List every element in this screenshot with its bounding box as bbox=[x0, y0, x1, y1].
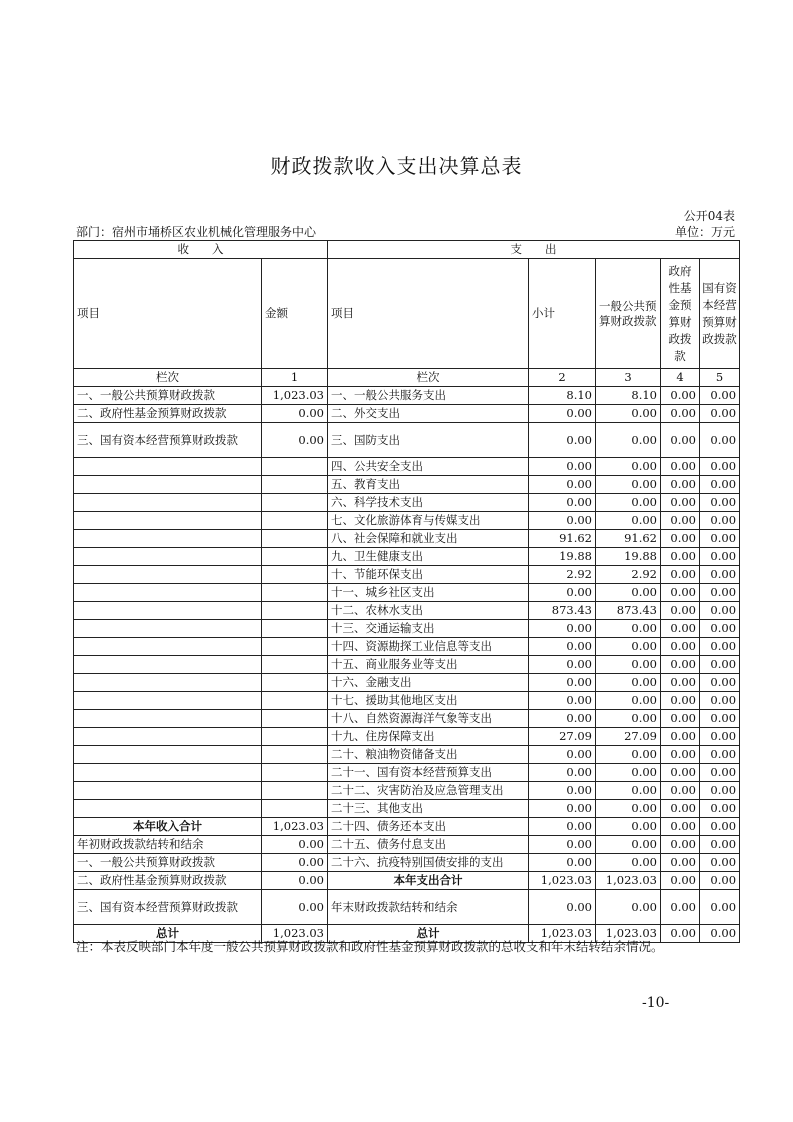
general-budget-cell: 0.00 bbox=[596, 458, 661, 476]
income-amount-cell bbox=[262, 656, 328, 674]
table-row bbox=[74, 710, 740, 728]
general-budget-cell: 0.00 bbox=[596, 638, 661, 656]
gov-fund-cell: 0.00 bbox=[661, 836, 700, 854]
gov-fund-cell: 0.00 bbox=[661, 925, 700, 943]
state-capital-cell: 0.00 bbox=[700, 836, 740, 854]
state-capital-cell: 0.00 bbox=[700, 494, 740, 512]
gov-fund-cell: 0.00 bbox=[661, 818, 700, 836]
general-budget-cell: 0.00 bbox=[596, 782, 661, 800]
income-header: 收 入 bbox=[74, 241, 328, 259]
table-row bbox=[74, 674, 740, 692]
income-amount-cell: 1,023.03 bbox=[262, 818, 328, 836]
col-5: 5 bbox=[700, 369, 740, 387]
expense-item-cell: 十七、援助其他地区支出 bbox=[328, 692, 529, 710]
table-row bbox=[74, 602, 740, 620]
expense-header: 支 出 bbox=[328, 241, 740, 259]
income-amount-cell bbox=[262, 728, 328, 746]
income-amount-cell bbox=[262, 548, 328, 566]
income-item-cell bbox=[74, 458, 262, 476]
subtotal-cell: 0.00 bbox=[529, 764, 596, 782]
gov-fund-cell: 0.00 bbox=[661, 494, 700, 512]
income-amount-cell: 1,023.03 bbox=[262, 925, 328, 943]
table-row bbox=[74, 836, 740, 854]
income-amount-cell bbox=[262, 584, 328, 602]
expense-item-cell: 十八、自然资源海洋气象等支出 bbox=[328, 710, 529, 728]
subtotal-cell: 0.00 bbox=[529, 584, 596, 602]
table-row bbox=[74, 548, 740, 566]
subtotal-cell: 1,023.03 bbox=[529, 925, 596, 943]
state-capital-cell: 0.00 bbox=[700, 566, 740, 584]
income-item-cell bbox=[74, 584, 262, 602]
state-capital-cell: 0.00 bbox=[700, 602, 740, 620]
gov-fund-cell: 0.00 bbox=[661, 800, 700, 818]
expense-item-cell: 十六、金融支出 bbox=[328, 674, 529, 692]
income-item-cell bbox=[74, 710, 262, 728]
unit-label: 单位：万元 bbox=[674, 225, 735, 239]
subtotal-cell: 0.00 bbox=[529, 854, 596, 872]
expense-item-cell: 十四、资源勘探工业信息等支出 bbox=[328, 638, 529, 656]
subtotal-cell: 27.09 bbox=[529, 728, 596, 746]
state-capital-cell: 0.00 bbox=[700, 458, 740, 476]
gov-fund-cell: 0.00 bbox=[661, 548, 700, 566]
expense-item-cell: 十三、交通运输支出 bbox=[328, 620, 529, 638]
expense-item-cell: 九、卫生健康支出 bbox=[328, 548, 529, 566]
income-item-cell bbox=[74, 728, 262, 746]
col-2: 2 bbox=[529, 369, 596, 387]
table-row bbox=[74, 782, 740, 800]
col-1: 1 bbox=[262, 369, 328, 387]
col-3: 3 bbox=[596, 369, 661, 387]
income-item-cell bbox=[74, 530, 262, 548]
subtotal-cell: 0.00 bbox=[529, 512, 596, 530]
income-item-cell bbox=[74, 494, 262, 512]
state-capital-cell: 0.00 bbox=[700, 710, 740, 728]
state-capital-cell: 0.00 bbox=[700, 674, 740, 692]
state-capital-cell: 0.00 bbox=[700, 656, 740, 674]
col-4: 4 bbox=[661, 369, 700, 387]
income-amount-cell bbox=[262, 782, 328, 800]
table-row bbox=[74, 458, 740, 476]
subtotal-cell: 0.00 bbox=[529, 782, 596, 800]
income-item-cell: 二、政府性基金预算财政拨款 bbox=[74, 872, 262, 890]
general-budget-cell: 0.00 bbox=[596, 692, 661, 710]
table-row bbox=[74, 692, 740, 710]
general-budget-cell: 0.00 bbox=[596, 836, 661, 854]
general-budget-cell: 0.00 bbox=[596, 710, 661, 728]
table-row bbox=[74, 890, 740, 925]
general-budget-cell: 873.43 bbox=[596, 602, 661, 620]
general-budget-cell: 2.92 bbox=[596, 566, 661, 584]
gov-fund-header: 政府性基金预算财政拨款 bbox=[661, 259, 700, 369]
state-capital-cell: 0.00 bbox=[700, 476, 740, 494]
table-row bbox=[74, 476, 740, 494]
income-amount-cell: 0.00 bbox=[262, 890, 328, 925]
state-capital-cell: 0.00 bbox=[700, 925, 740, 943]
gov-fund-cell: 0.00 bbox=[661, 387, 700, 405]
expense-item-cell: 二十四、债务还本支出 bbox=[328, 818, 529, 836]
income-amount-cell bbox=[262, 638, 328, 656]
income-amount-cell: 0.00 bbox=[262, 405, 328, 423]
income-item-cell: 本年收入合计 bbox=[74, 818, 262, 836]
expense-item-cell: 十、节能环保支出 bbox=[328, 566, 529, 584]
income-item-cell bbox=[74, 674, 262, 692]
table-row bbox=[74, 512, 740, 530]
table-row bbox=[74, 423, 740, 458]
gov-fund-cell: 0.00 bbox=[661, 638, 700, 656]
income-item-cell bbox=[74, 656, 262, 674]
subtotal-cell: 0.00 bbox=[529, 746, 596, 764]
general-budget-cell: 27.09 bbox=[596, 728, 661, 746]
state-capital-cell: 0.00 bbox=[700, 728, 740, 746]
income-amount-cell bbox=[262, 602, 328, 620]
gov-fund-cell: 0.00 bbox=[661, 423, 700, 458]
table-row bbox=[74, 494, 740, 512]
expense-item-cell: 二十、粮油物资储备支出 bbox=[328, 746, 529, 764]
subtotal-cell: 873.43 bbox=[529, 602, 596, 620]
expense-item-cell: 八、社会保障和就业支出 bbox=[328, 530, 529, 548]
income-item-cell: 三、国有资本经营预算财政拨款 bbox=[74, 890, 262, 925]
expense-item-cell: 二十一、国有资本经营预算支出 bbox=[328, 764, 529, 782]
gov-fund-cell: 0.00 bbox=[661, 512, 700, 530]
gov-fund-cell: 0.00 bbox=[661, 692, 700, 710]
general-budget-cell: 0.00 bbox=[596, 620, 661, 638]
expense-item-cell: 五、教育支出 bbox=[328, 476, 529, 494]
general-budget-cell: 0.00 bbox=[596, 746, 661, 764]
subtotal-cell: 1,023.03 bbox=[529, 872, 596, 890]
table-row bbox=[74, 656, 740, 674]
expense-item-cell: 七、文化旅游体育与传媒支出 bbox=[328, 512, 529, 530]
state-capital-cell: 0.00 bbox=[700, 692, 740, 710]
subtotal-cell: 0.00 bbox=[529, 405, 596, 423]
income-amount-cell: 1,023.03 bbox=[262, 387, 328, 405]
income-item-cell bbox=[74, 638, 262, 656]
expense-item-cell: 二十二、灾害防治及应急管理支出 bbox=[328, 782, 529, 800]
state-capital-cell: 0.00 bbox=[700, 800, 740, 818]
state-capital-cell: 0.00 bbox=[700, 872, 740, 890]
subtotal-cell: 0.00 bbox=[529, 458, 596, 476]
col-label: 栏次 bbox=[74, 369, 262, 387]
state-capital-cell: 0.00 bbox=[700, 423, 740, 458]
general-budget-cell: 8.10 bbox=[596, 387, 661, 405]
general-budget-cell: 0.00 bbox=[596, 800, 661, 818]
subtotal-cell: 0.00 bbox=[529, 620, 596, 638]
gov-fund-cell: 0.00 bbox=[661, 782, 700, 800]
gov-fund-cell: 0.00 bbox=[661, 530, 700, 548]
income-amount-cell: 0.00 bbox=[262, 854, 328, 872]
state-capital-cell: 0.00 bbox=[700, 387, 740, 405]
table-row bbox=[74, 387, 740, 405]
state-capital-cell: 0.00 bbox=[700, 405, 740, 423]
gov-fund-cell: 0.00 bbox=[661, 890, 700, 925]
income-amount-cell bbox=[262, 674, 328, 692]
table-row bbox=[74, 746, 740, 764]
income-item-cell bbox=[74, 800, 262, 818]
income-amount-cell bbox=[262, 494, 328, 512]
table-row bbox=[74, 818, 740, 836]
general-budget-cell: 0.00 bbox=[596, 764, 661, 782]
subtotal-cell: 0.00 bbox=[529, 656, 596, 674]
general-budget-cell: 0.00 bbox=[596, 584, 661, 602]
footnote: 注：本表反映部门本年度一般公共预算财政拨款和政府性基金预算财政拨款的总收支和年末结转结余情况。 bbox=[76, 939, 664, 954]
subtotal-cell: 0.00 bbox=[529, 836, 596, 854]
subtotal-cell: 2.92 bbox=[529, 566, 596, 584]
expense-item-cell: 六、科学技术支出 bbox=[328, 494, 529, 512]
gov-fund-cell: 0.00 bbox=[661, 656, 700, 674]
income-item-cell bbox=[74, 602, 262, 620]
table-row bbox=[74, 530, 740, 548]
income-item-cell bbox=[74, 566, 262, 584]
income-amount-cell bbox=[262, 692, 328, 710]
table-row bbox=[74, 638, 740, 656]
income-item-cell: 二、政府性基金预算财政拨款 bbox=[74, 405, 262, 423]
gov-fund-cell: 0.00 bbox=[661, 746, 700, 764]
state-capital-cell: 0.00 bbox=[700, 782, 740, 800]
income-item-header: 项目 bbox=[74, 259, 262, 369]
subtotal-cell: 19.88 bbox=[529, 548, 596, 566]
expense-item-cell: 十九、住房保障支出 bbox=[328, 728, 529, 746]
expense-item-cell: 二十五、债务付息支出 bbox=[328, 836, 529, 854]
subtotal-cell: 0.00 bbox=[529, 890, 596, 925]
expense-item-cell: 年末财政拨款结转和结余 bbox=[328, 890, 529, 925]
table-row bbox=[74, 620, 740, 638]
form-number: 公开04表 bbox=[683, 209, 735, 223]
income-amount-cell bbox=[262, 764, 328, 782]
income-amount-cell: 0.00 bbox=[262, 872, 328, 890]
state-capital-cell: 0.00 bbox=[700, 548, 740, 566]
income-item-cell bbox=[74, 692, 262, 710]
expense-item-cell: 二十三、其他支出 bbox=[328, 800, 529, 818]
income-amount-cell bbox=[262, 800, 328, 818]
table-row bbox=[74, 566, 740, 584]
subtotal-cell: 91.62 bbox=[529, 530, 596, 548]
income-item-cell bbox=[74, 764, 262, 782]
gov-fund-cell: 0.00 bbox=[661, 674, 700, 692]
expense-item-cell: 本年支出合计 bbox=[328, 872, 529, 890]
subtotal-cell: 0.00 bbox=[529, 674, 596, 692]
income-item-cell bbox=[74, 782, 262, 800]
department-label: 部门：宿州市埇桥区农业机械化管理服务中心 bbox=[76, 225, 317, 239]
subtotal-cell: 0.00 bbox=[529, 710, 596, 728]
col-label-2: 栏次 bbox=[328, 369, 529, 387]
income-item-cell: 三、国有资本经营预算财政拨款 bbox=[74, 423, 262, 458]
income-amount-cell bbox=[262, 746, 328, 764]
general-budget-cell: 0.00 bbox=[596, 656, 661, 674]
income-amount-cell bbox=[262, 476, 328, 494]
income-item-cell bbox=[74, 746, 262, 764]
general-budget-cell: 19.88 bbox=[596, 548, 661, 566]
subtotal-cell: 0.00 bbox=[529, 423, 596, 458]
state-capital-cell: 0.00 bbox=[700, 512, 740, 530]
gov-fund-cell: 0.00 bbox=[661, 854, 700, 872]
table-row bbox=[74, 800, 740, 818]
state-capital-cell: 0.00 bbox=[700, 818, 740, 836]
state-capital-cell: 0.00 bbox=[700, 854, 740, 872]
subtotal-header: 小计 bbox=[529, 259, 596, 369]
income-item-cell bbox=[74, 548, 262, 566]
income-amount-cell bbox=[262, 530, 328, 548]
income-amount-cell bbox=[262, 566, 328, 584]
expense-item-cell: 十五、商业服务业等支出 bbox=[328, 656, 529, 674]
summary-table bbox=[73, 240, 740, 943]
subtotal-cell: 0.00 bbox=[529, 476, 596, 494]
subtotal-cell: 0.00 bbox=[529, 494, 596, 512]
state-capital-cell: 0.00 bbox=[700, 530, 740, 548]
income-item-cell: 一、一般公共预算财政拨款 bbox=[74, 387, 262, 405]
expense-item-header: 项目 bbox=[328, 259, 529, 369]
page-number: -10- bbox=[642, 995, 670, 1011]
state-capital-cell: 0.00 bbox=[700, 620, 740, 638]
subtotal-cell: 0.00 bbox=[529, 800, 596, 818]
income-item-cell: 一、一般公共预算财政拨款 bbox=[74, 854, 262, 872]
gov-fund-cell: 0.00 bbox=[661, 405, 700, 423]
general-budget-cell: 0.00 bbox=[596, 674, 661, 692]
table-row bbox=[74, 728, 740, 746]
general-budget-cell: 0.00 bbox=[596, 494, 661, 512]
income-amount-cell: 0.00 bbox=[262, 423, 328, 458]
general-budget-header: 一般公共预算财政拨款 bbox=[596, 259, 661, 369]
gov-fund-cell: 0.00 bbox=[661, 458, 700, 476]
general-budget-cell: 0.00 bbox=[596, 854, 661, 872]
general-budget-cell: 1,023.03 bbox=[596, 872, 661, 890]
gov-fund-cell: 0.00 bbox=[661, 872, 700, 890]
income-item-cell bbox=[74, 512, 262, 530]
expense-item-cell: 总计 bbox=[328, 925, 529, 943]
income-item-cell: 年初财政拨款结转和结余 bbox=[74, 836, 262, 854]
income-amount-header: 金额 bbox=[262, 259, 328, 369]
expense-item-cell: 四、公共安全支出 bbox=[328, 458, 529, 476]
expense-item-cell: 一、一般公共服务支出 bbox=[328, 387, 529, 405]
general-budget-cell: 0.00 bbox=[596, 818, 661, 836]
state-capital-cell: 0.00 bbox=[700, 638, 740, 656]
general-budget-cell: 0.00 bbox=[596, 423, 661, 458]
gov-fund-cell: 0.00 bbox=[661, 728, 700, 746]
state-capital-header: 国有资本经营预算财政拨款 bbox=[700, 259, 740, 369]
expense-item-cell: 二、外交支出 bbox=[328, 405, 529, 423]
income-item-cell bbox=[74, 620, 262, 638]
income-amount-cell bbox=[262, 710, 328, 728]
income-amount-cell bbox=[262, 512, 328, 530]
income-item-cell bbox=[74, 476, 262, 494]
expense-item-cell: 三、国防支出 bbox=[328, 423, 529, 458]
subtotal-cell: 0.00 bbox=[529, 818, 596, 836]
expense-item-cell: 十一、城乡社区支出 bbox=[328, 584, 529, 602]
gov-fund-cell: 0.00 bbox=[661, 620, 700, 638]
income-amount-cell: 0.00 bbox=[262, 836, 328, 854]
expense-item-cell: 二十六、抗疫特别国债安排的支出 bbox=[328, 854, 529, 872]
table-row bbox=[74, 584, 740, 602]
table-row bbox=[74, 872, 740, 890]
gov-fund-cell: 0.00 bbox=[661, 710, 700, 728]
subtotal-cell: 8.10 bbox=[529, 387, 596, 405]
general-budget-cell: 91.62 bbox=[596, 530, 661, 548]
page-title: 财政拨款收入支出决算总表 bbox=[270, 154, 523, 178]
state-capital-cell: 0.00 bbox=[700, 746, 740, 764]
state-capital-cell: 0.00 bbox=[700, 584, 740, 602]
table-row bbox=[74, 405, 740, 423]
state-capital-cell: 0.00 bbox=[700, 890, 740, 925]
expense-item-cell: 十二、农林水支出 bbox=[328, 602, 529, 620]
income-amount-cell bbox=[262, 620, 328, 638]
subtotal-cell: 0.00 bbox=[529, 692, 596, 710]
general-budget-cell: 0.00 bbox=[596, 512, 661, 530]
income-item-cell: 总计 bbox=[74, 925, 262, 943]
subtotal-cell: 0.00 bbox=[529, 638, 596, 656]
table-row bbox=[74, 764, 740, 782]
table-row bbox=[74, 854, 740, 872]
general-budget-cell: 0.00 bbox=[596, 890, 661, 925]
general-budget-cell: 0.00 bbox=[596, 405, 661, 423]
gov-fund-cell: 0.00 bbox=[661, 602, 700, 620]
gov-fund-cell: 0.00 bbox=[661, 476, 700, 494]
general-budget-cell: 0.00 bbox=[596, 476, 661, 494]
gov-fund-cell: 0.00 bbox=[661, 584, 700, 602]
gov-fund-cell: 0.00 bbox=[661, 566, 700, 584]
gov-fund-cell: 0.00 bbox=[661, 764, 700, 782]
state-capital-cell: 0.00 bbox=[700, 764, 740, 782]
income-amount-cell bbox=[262, 458, 328, 476]
general-budget-cell: 1,023.03 bbox=[596, 925, 661, 943]
